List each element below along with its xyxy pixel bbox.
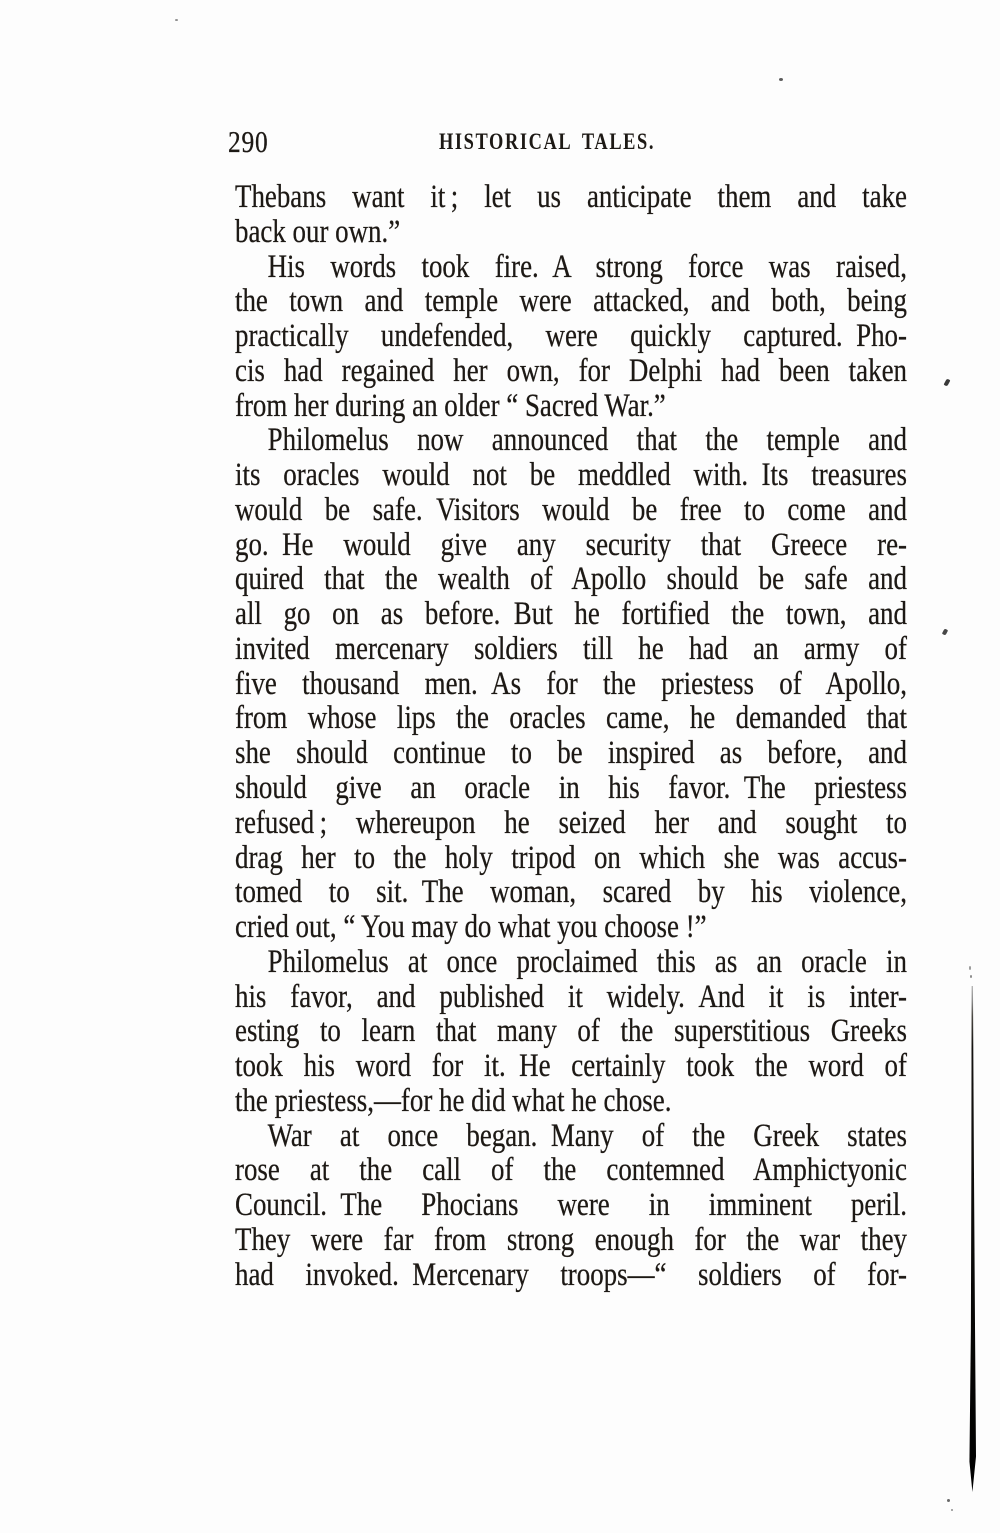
text-line: esting to learn that many of the superstitious Greeks [235,1013,907,1050]
text-line: tomed to sit. The woman, scared by his violence, [235,874,907,911]
text-line: quired that the wealth of Apollo should be safe and [235,561,907,598]
page-number: 290 [228,124,269,159]
running-header [235,129,907,155]
text-line: the town and temple were attacked, and both, being [235,283,907,320]
text-line: took his word for it. He certainly took the word of [235,1048,907,1085]
text-line: Thebans want it ; let us anticipate them and take [235,179,907,215]
text-line: drag her to the holy tripod on which she was accus- [235,839,907,876]
running-header-title: HISTORICAL TALES. [438,129,656,154]
text-line: War at once began. Many of the Greek states [267,1117,907,1154]
ink-speck [947,1499,950,1502]
text-line: had invoked. Mercenary troops—“ soldiers of for- [235,1256,907,1293]
text-line: back our own.” [235,213,401,250]
text-line: rose at the call of the contemned Amphictyonic [235,1152,907,1189]
ink-speck [970,975,972,978]
text-line: His words took fire. A strong force was raised, [267,248,907,285]
text-line: Council. The Phocians were in imminent peril. [235,1187,907,1224]
text-line: its oracles would not be meddled with. Its treasures [235,457,907,494]
text-line: should give an oracle in his favor. The priestess [235,770,907,807]
text-line: Philomelus now announced that the temple and [267,422,907,459]
text-line: cis had regained her own, for Delphi had been taken [235,352,907,389]
body-text-block [235,180,907,1293]
text-line: his favor, and published it widely. And it is inter- [235,978,907,1015]
text-line: They were far from strong enough for the war they [235,1221,907,1258]
text-line: the priestess,—for he did what he chose. [235,1082,672,1119]
text-line: five thousand men. As for the priestess of Apollo, [235,665,907,702]
text-line: would be safe. Visitors would be free to come and [235,491,907,528]
text-line: invited mercenary soldiers till he had an army of [235,630,907,667]
ink-speck [951,1509,953,1511]
ink-speck [944,378,951,386]
text-line: she should continue to be inspired as before, and [235,735,907,772]
ink-speck [175,19,178,21]
ink-speck [942,628,948,635]
text-line: cried out, “ You may do what you choose !” [235,909,707,946]
ink-speck [969,966,971,970]
text-line: Philomelus at once proclaimed this as an oracle in [267,943,907,980]
text-line: from her during an older “ Sacred War.” [235,387,666,424]
text-line: from whose lips the oracles came, he demanded that [235,700,907,737]
text-line: go. He would give any security that Greece re- [235,526,907,563]
text-line: practically undefended, were quickly captured. Pho- [235,318,907,355]
text-line: all go on as before. But he fortified the town, and [235,596,907,633]
text-line: refused ; whereupon he seized her and sought to [235,804,907,841]
ink-speck [779,78,783,81]
scan-artifact-line [968,986,976,1492]
